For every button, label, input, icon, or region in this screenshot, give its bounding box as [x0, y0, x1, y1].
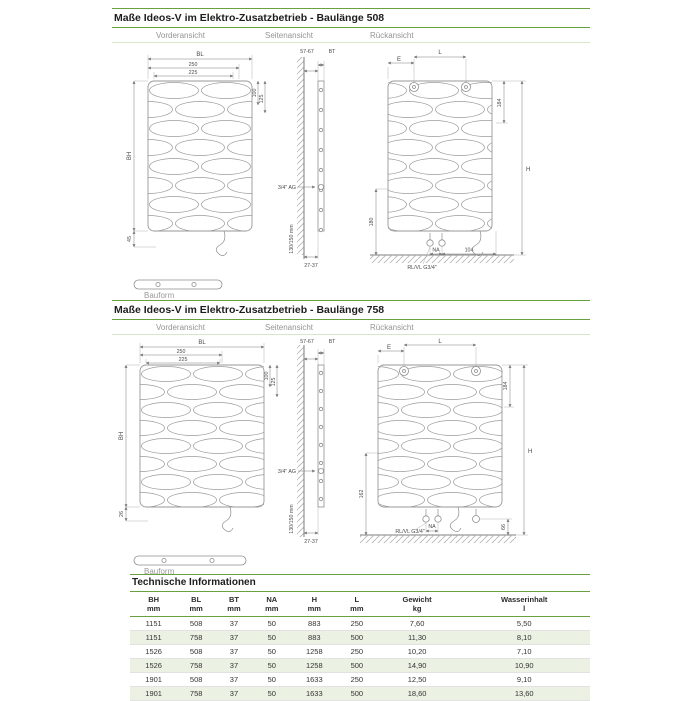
col-bh: BH mm: [130, 593, 177, 617]
table-cell: 9,10: [516, 675, 532, 684]
dim-bt: BT: [328, 49, 336, 55]
table-cell: 250: [350, 675, 364, 684]
table-cell: 883: [308, 619, 321, 628]
table-cell: 500: [350, 661, 364, 670]
dim-bl: BL: [198, 340, 206, 346]
table-cell: 37: [229, 675, 239, 684]
table-cell: 1526: [145, 661, 162, 670]
bauform-label: Bauform: [144, 567, 175, 576]
front-view-508: [127, 52, 265, 256]
dim-bh: BH: [119, 431, 125, 441]
dim-off: 66: [501, 524, 507, 530]
table-cell: 10,20: [407, 647, 427, 656]
drawing-area-508: [112, 43, 590, 276]
table-cell: 8,10: [516, 633, 532, 642]
dim-e: E: [396, 57, 402, 63]
connection-label: RL/VL G3/4": [407, 265, 437, 271]
dim-250: 250: [188, 62, 198, 68]
rear-view-508: [369, 50, 530, 271]
dim-bt: BT: [328, 339, 336, 345]
col-wasserinhalt: Wasserinhalt l: [458, 593, 590, 617]
bauform-label: Bauform: [144, 291, 175, 300]
table-cell: 1258: [305, 661, 323, 670]
dim-bl: BL: [196, 52, 204, 58]
section-title-758: Maße Ideos-V im Elektro-Zusatzbetrieb - Baulänge 758: [112, 300, 590, 320]
dim-mount-height: 130/150 mm: [289, 504, 295, 534]
table-cell: 1633: [305, 675, 323, 684]
dim-mount-height: 130/150 mm: [289, 224, 295, 254]
dimensions-table: [130, 593, 590, 701]
table-cell: 37: [229, 647, 239, 656]
dim-184: 184: [503, 381, 509, 391]
view-label-rear: Rückansicht: [370, 31, 414, 40]
drawing-area-758: [112, 335, 590, 552]
dim-100: 100: [264, 371, 270, 381]
front-view-758: [119, 340, 277, 532]
dim-floor-distance: 27-37: [304, 539, 318, 545]
table-cell: 758: [189, 633, 203, 642]
bauform-drawing: [130, 276, 240, 292]
table-cell: 14,90: [407, 661, 427, 670]
col-bt: BT mm: [215, 593, 253, 617]
side-view-758: [278, 339, 336, 545]
table-cell: 250: [350, 647, 364, 656]
dim-ag: 3/4" AG: [277, 185, 296, 191]
col-bl: BL mm: [177, 593, 215, 617]
table-row: [130, 645, 590, 659]
dim-h: H: [526, 167, 531, 173]
dim-bh: BH: [127, 151, 133, 161]
col-l: L mm: [338, 593, 376, 617]
table-cell: 10,90: [514, 661, 534, 670]
table-row: [130, 617, 590, 631]
table-cell: 50: [267, 619, 276, 628]
view-label-front: Vorderansicht: [156, 31, 205, 40]
table-header-row: [130, 593, 590, 617]
connection-label: RL/VL G3/4": [395, 529, 425, 535]
dim-floor-distance: 27-37: [304, 263, 318, 269]
table-cell: 508: [189, 675, 203, 684]
table-cell: 7,10: [516, 647, 532, 656]
table-cell: 1151: [145, 619, 162, 628]
section-baulaenge-758: [112, 300, 590, 578]
dim-na: NA: [432, 247, 440, 254]
table-cell: 5,50: [516, 619, 532, 628]
table-cell: 1901: [145, 675, 162, 684]
table-cell: 50: [267, 675, 276, 684]
table-cell: 37: [229, 633, 239, 642]
dim-225: 225: [178, 357, 188, 363]
dim-l: L: [438, 50, 442, 56]
col-na: NA mm: [253, 593, 291, 617]
rear-view-758: [359, 339, 532, 543]
section-baulaenge-508: [112, 8, 590, 302]
table-cell: 1633: [305, 689, 323, 698]
view-labels-508: [112, 28, 590, 43]
dim-wall-distance: 57-67: [300, 339, 314, 345]
bauform-drawing: [130, 552, 260, 568]
bauform-row-508: [112, 276, 590, 302]
view-labels-758: [112, 320, 590, 335]
table-cell: 13,60: [514, 689, 534, 698]
dim-h: H: [528, 449, 533, 455]
table-cell: 758: [189, 661, 203, 670]
table-cell: 250: [350, 619, 364, 628]
dim-foot: 45: [127, 236, 133, 242]
dim-125: 125: [259, 94, 265, 104]
dim-wall-distance: 57-67: [300, 49, 314, 55]
table-cell: 37: [229, 689, 239, 698]
table-row: [130, 659, 590, 673]
drawings-508: [112, 43, 590, 271]
col-gewicht: Gewicht kg: [376, 593, 459, 617]
dim-l: L: [438, 339, 442, 345]
table-row: [130, 687, 590, 701]
view-label-side: Seitenansicht: [265, 31, 314, 40]
table-cell: 37: [229, 661, 239, 670]
table-cell: 1151: [145, 633, 162, 642]
power-cable: [222, 507, 233, 532]
table-cell: 508: [189, 647, 203, 656]
table-cell: 500: [350, 689, 364, 698]
power-cable: [216, 231, 227, 256]
col-h: H mm: [291, 593, 338, 617]
dim-v: 162: [359, 489, 365, 499]
view-label-rear: Rückansicht: [370, 323, 414, 332]
dim-250: 250: [176, 349, 186, 355]
dim-125: 125: [271, 377, 277, 387]
power-cable: [472, 231, 483, 256]
table-title: Technische Informationen: [130, 574, 590, 592]
view-label-side: Seitenansicht: [265, 323, 314, 332]
view-label-front: Vorderansicht: [156, 323, 205, 332]
dim-na: NA: [428, 524, 436, 530]
table-cell: 883: [308, 633, 321, 642]
table-cell: 50: [267, 661, 276, 670]
table-row: [130, 631, 590, 645]
table-cell: 1258: [305, 647, 323, 656]
dim-ag: 3/4" AG: [277, 469, 296, 475]
table-cell: 500: [350, 633, 364, 642]
table-cell: 11,30: [407, 633, 427, 642]
table-cell: 7,60: [409, 619, 425, 628]
drawings-758: [112, 335, 590, 547]
table-cell: 12,50: [407, 675, 427, 684]
section-title-508: Maße Ideos-V im Elektro-Zusatzbetrieb - Baulänge 508: [112, 8, 590, 28]
dim-e: E: [386, 345, 392, 351]
table-cell: 50: [267, 689, 276, 698]
table-cell: 37: [229, 619, 239, 628]
table-row: [130, 673, 590, 687]
dim-off: 104: [464, 247, 474, 254]
table-cell: 758: [189, 689, 203, 698]
table-cell: 1526: [145, 647, 162, 656]
dim-foot: 26: [119, 511, 125, 517]
table-cell: 18,60: [407, 689, 427, 698]
table-cell: 50: [267, 647, 276, 656]
side-view-508: [278, 49, 336, 269]
dim-225: 225: [188, 70, 198, 76]
dim-184: 184: [497, 98, 503, 108]
table-cell: 50: [267, 633, 276, 642]
table-cell: 1901: [145, 689, 162, 698]
table-body: [130, 617, 590, 701]
table-cell: 508: [189, 619, 203, 628]
power-cable: [450, 507, 461, 532]
dim-v: 180: [369, 217, 375, 227]
dim-100: 100: [252, 88, 258, 98]
technical-information: [130, 574, 590, 701]
